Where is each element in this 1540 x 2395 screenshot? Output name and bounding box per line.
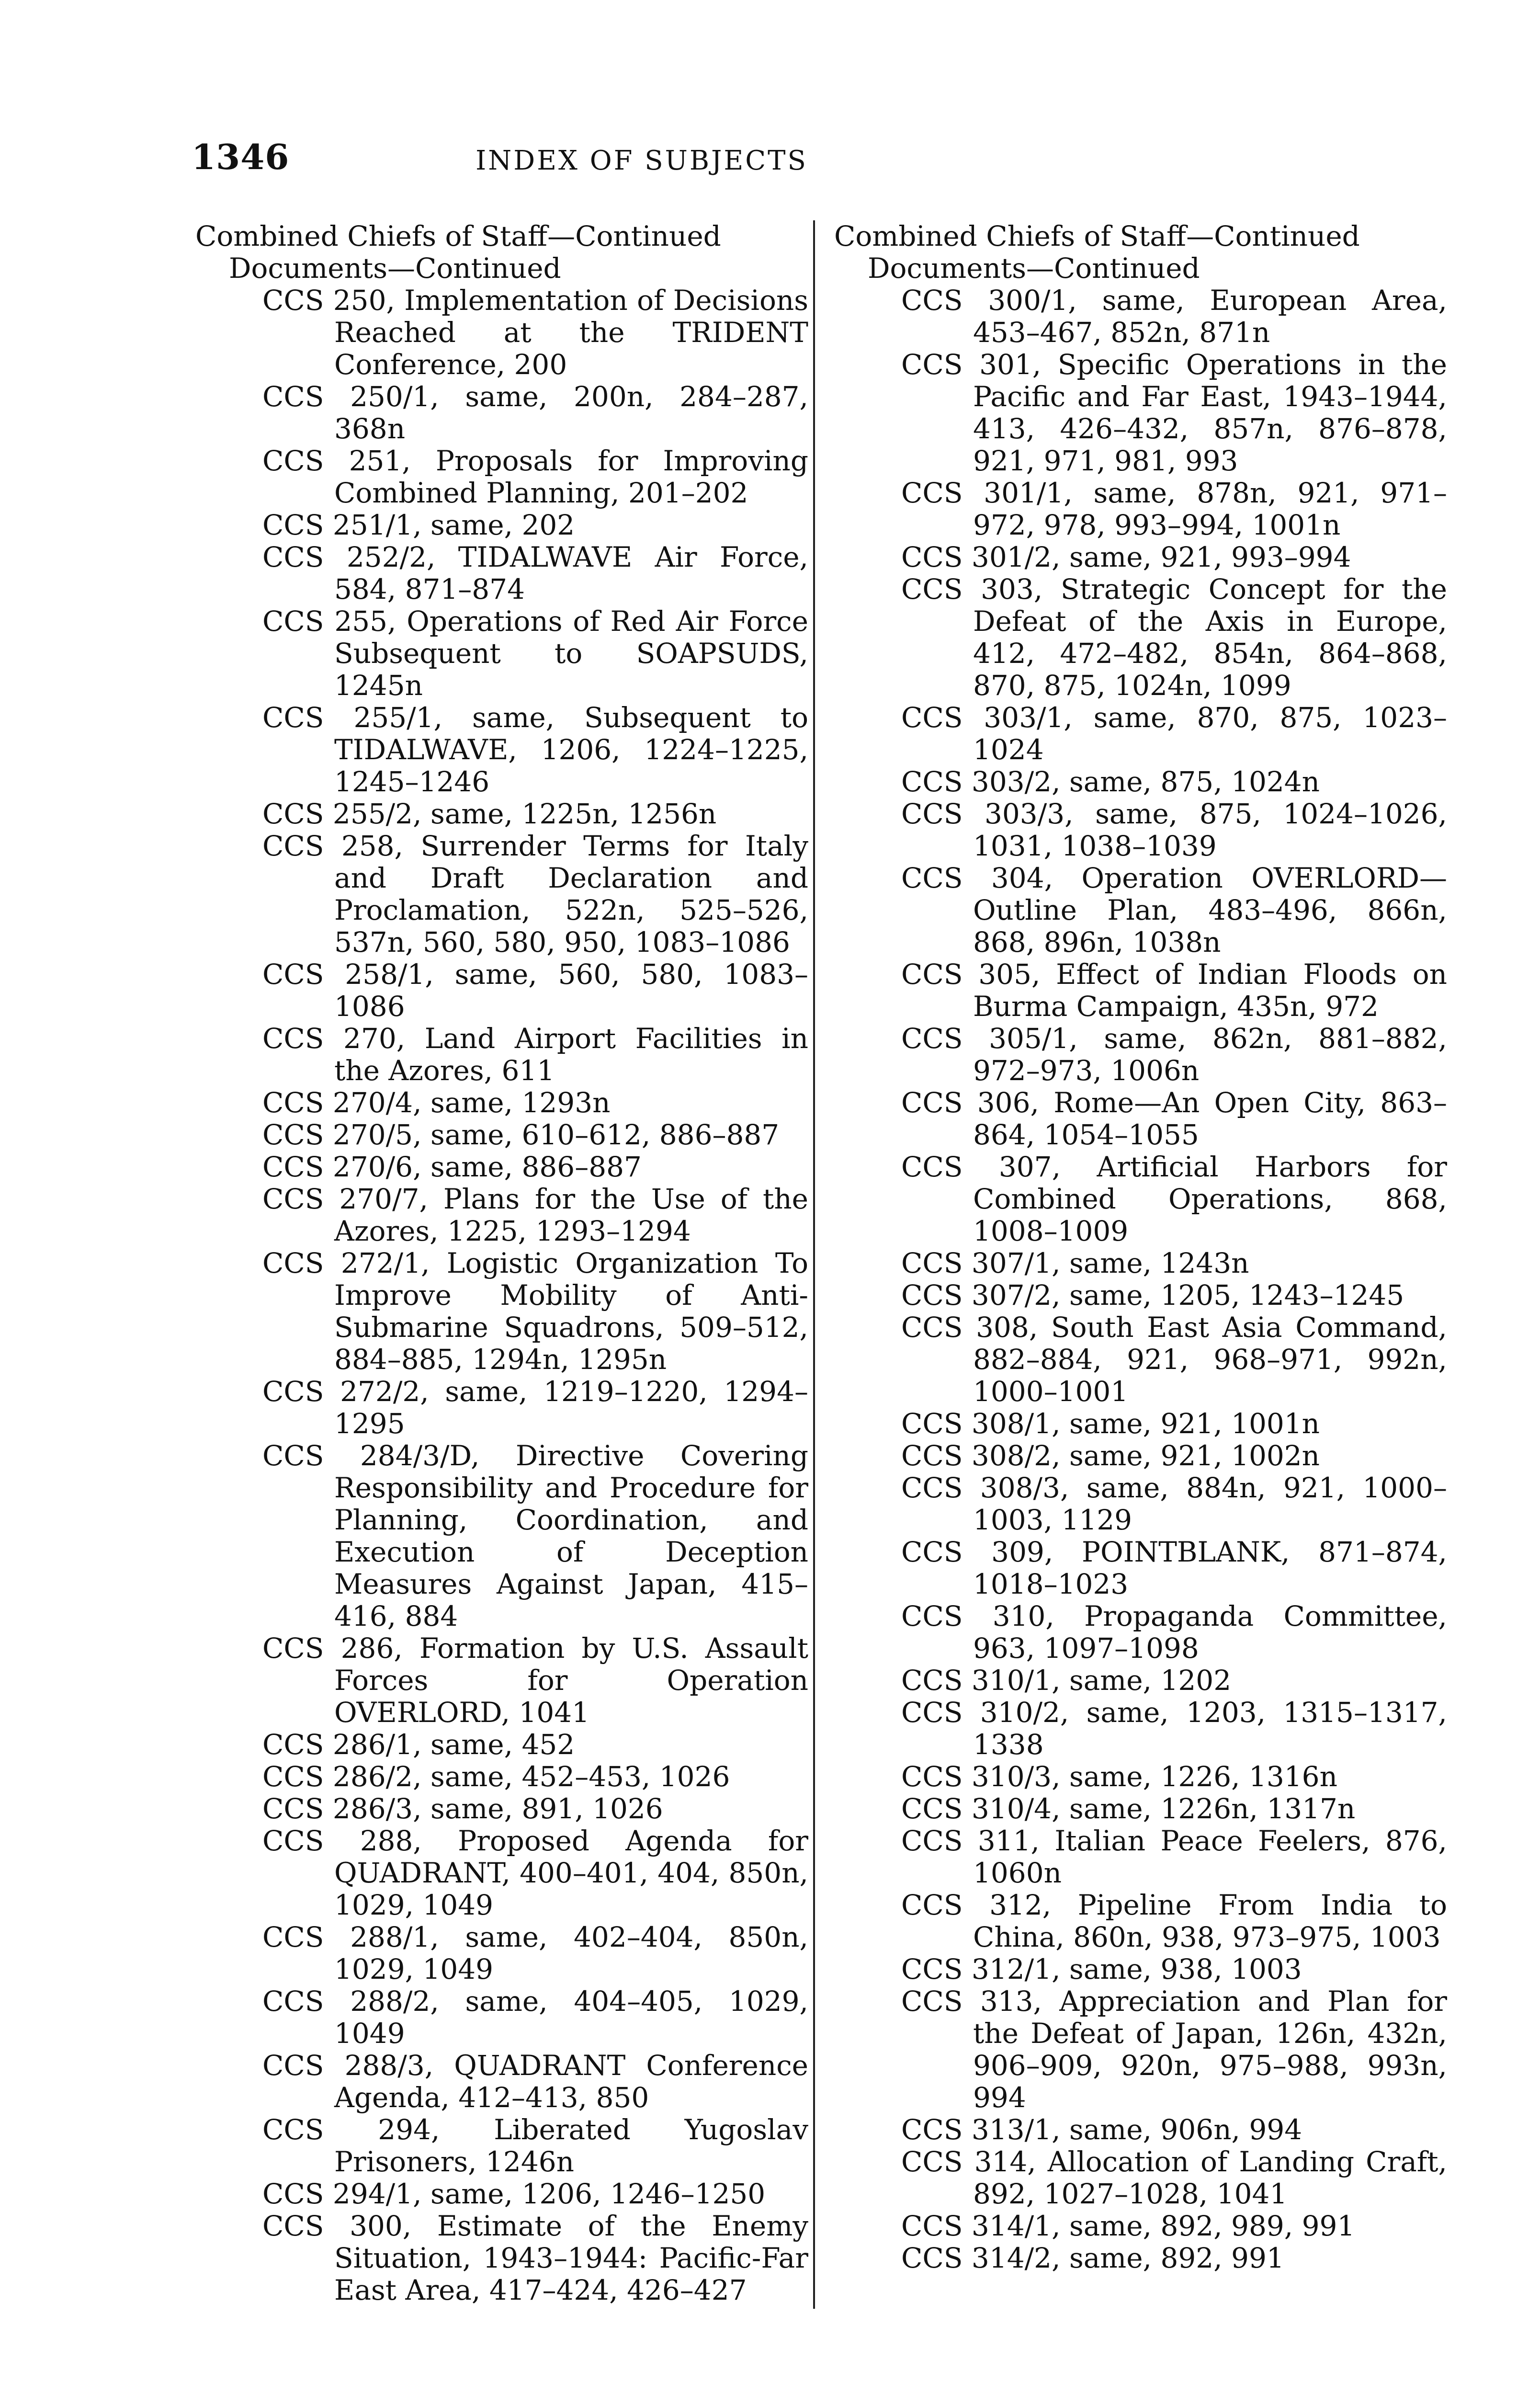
index-entry: CCS 258/1, same, 560, 580, 1083–1086 — [262, 958, 808, 1023]
index-entries — [834, 285, 1447, 2274]
index-entry: CCS 313/1, same, 906n, 994 — [901, 2113, 1302, 2146]
index-entry: CCS 308/2, same, 921, 1002n — [901, 1439, 1320, 1472]
index-entry: CCS 250/1, same, 200n, 284–287, 368n — [262, 380, 808, 445]
index-entry: CCS 310/4, same, 1226n, 1317n — [901, 1792, 1356, 1825]
index-entry: CCS 288/2, same, 404–405, 1029, 1049 — [262, 1985, 808, 2050]
index-entry: CCS 284/3/D, Directive Covering Responsibility and Procedure for Planning, Coordination, and Execution of Deception Measures Against Japan, 415–416, 884 — [262, 1439, 808, 1632]
index-entry: CCS 288/3, QUADRANT Conference Agenda, 412–413, 850 — [262, 2049, 808, 2114]
index-entry: CCS 305, Effect of Indian Floods on Burma Campaign, 435n, 972 — [901, 958, 1447, 1023]
index-entry: CCS 306, Rome—An Open City, 863–864, 1054–1055 — [901, 1086, 1447, 1151]
index-entry: CCS 312, Pipeline From India to China, 860n, 938, 973–975, 1003 — [901, 1889, 1447, 1953]
column-subheading: Documents—Continued — [229, 252, 561, 285]
index-entry: CCS 300, Estimate of the Enemy Situation, 1943–1944: Pacific-Far East Area, 417–424, 426–427 — [262, 2210, 808, 2306]
index-entry: CCS 286/1, same, 452 — [262, 1728, 575, 1761]
index-entry: CCS 250, Implementation of Decisions Reached at the TRIDENT Conference, 200 — [262, 284, 808, 381]
index-entry: CCS 303/2, same, 875, 1024n — [901, 765, 1320, 798]
index-entry: CCS 303/3, same, 875, 1024–1026, 1031, 1038–1039 — [901, 798, 1447, 862]
index-entry: CCS 294, Liberated Yugoslav Prisoners, 1246n — [262, 2113, 808, 2178]
index-entry: CCS 312/1, same, 938, 1003 — [901, 1953, 1302, 1985]
index-entry: CCS 294/1, same, 1206, 1246–1250 — [262, 2178, 766, 2210]
index-entry: CCS 272/2, same, 1219–1220, 1294–1295 — [262, 1375, 808, 1440]
index-entry: CCS 303/1, same, 870, 875, 1023–1024 — [901, 701, 1447, 766]
index-entry: CCS 272/1, Logistic Organization To Improve Mobility of Anti-Submarine Squadrons, 509–512, 884–885, 1294n, 1295n — [262, 1247, 808, 1376]
index-entry: CCS 305/1, same, 862n, 881–882, 972–973, 1006n — [901, 1022, 1447, 1087]
index-entries — [195, 285, 808, 2306]
index-entry: CCS 308, South East Asia Command, 882–884, 921, 968–971, 992n, 1000–1001 — [901, 1311, 1447, 1408]
index-entry: CCS 314/2, same, 892, 991 — [901, 2242, 1284, 2274]
column-heading: Combined Chiefs of Staff—Continued — [834, 220, 1360, 252]
index-entry: CCS 300/1, same, European Area, 453–467, 852n, 871n — [901, 284, 1447, 349]
index-entry: CCS 310, Propaganda Committee, 963, 1097–1098 — [901, 1600, 1447, 1665]
index-entry: CCS 308/1, same, 921, 1001n — [901, 1407, 1320, 1440]
index-entry: CCS 310/3, same, 1226, 1316n — [901, 1760, 1337, 1793]
index-entry: CCS 270/6, same, 886–887 — [262, 1151, 642, 1183]
index-entry: CCS 251/1, same, 202 — [262, 509, 575, 541]
index-entry: CCS 310/1, same, 1202 — [901, 1664, 1232, 1697]
column-subheading: Documents—Continued — [868, 252, 1200, 285]
index-entry: CCS 252/2, TIDALWAVE Air Force, 584, 871–874 — [262, 541, 808, 605]
index-entry: CCS 255/2, same, 1225n, 1256n — [262, 798, 717, 830]
index-entry: CCS 251, Proposals for Improving Combined Planning, 201–202 — [262, 445, 808, 509]
running-head: INDEX OF SUBJECTS — [476, 145, 808, 176]
index-entry: CCS 314/1, same, 892, 989, 991 — [901, 2210, 1355, 2242]
index-entry: CCS 304, Operation OVERLORD—Outline Plan, 483–496, 866n, 868, 896n, 1038n — [901, 862, 1447, 958]
index-entry: CCS 313, Appreciation and Plan for the Defeat of Japan, 126n, 432n, 906–909, 920n, 975–988, 993n, 994 — [901, 1985, 1447, 2114]
index-entry: CCS 288, Proposed Agenda for QUADRANT, 400–401, 404, 850n, 1029, 1049 — [262, 1825, 808, 1921]
index-entry: CCS 301/2, same, 921, 993–994 — [901, 541, 1351, 573]
index-entry: CCS 270/7, Plans for the Use of the Azores, 1225, 1293–1294 — [262, 1183, 808, 1247]
index-entry: CCS 307/1, same, 1243n — [901, 1247, 1249, 1279]
index-entry: CCS 307/2, same, 1205, 1243–1245 — [901, 1279, 1404, 1312]
index-entry: CCS 286/3, same, 891, 1026 — [262, 1792, 663, 1825]
index-entry: CCS 301/1, same, 878n, 921, 971–972, 978, 993–994, 1001n — [901, 477, 1447, 541]
index-entry: CCS 255, Operations of Red Air Force Subsequent to SOAPSUDS, 1245n — [262, 605, 808, 702]
index-entry: CCS 310/2, same, 1203, 1315–1317, 1338 — [901, 1696, 1447, 1761]
index-column-right — [834, 220, 1447, 2274]
column-heading: Combined Chiefs of Staff—Continued — [195, 220, 721, 252]
index-entry: CCS 286/2, same, 452–453, 1026 — [262, 1760, 730, 1793]
index-entry: CCS 255/1, same, Subsequent to TIDALWAVE, 1206, 1224–1225, 1245–1246 — [262, 701, 808, 798]
index-entry: CCS 270/5, same, 610–612, 886–887 — [262, 1118, 780, 1151]
index-entry: CCS 286, Formation by U.S. Assault Forces for Operation OVERLORD, 1041 — [262, 1632, 808, 1729]
index-entry: CCS 309, POINTBLANK, 871–874, 1018–1023 — [901, 1536, 1447, 1600]
index-column-left — [195, 220, 808, 2306]
index-entry: CCS 301, Specific Operations in the Pacific and Far East, 1943–1944, 413, 426–432, 857n, 876–878, 921, 971, 981, 993 — [901, 348, 1447, 477]
index-entry: CCS 270/4, same, 1293n — [262, 1086, 611, 1119]
page-header — [192, 137, 1092, 184]
index-entry: CCS 288/1, same, 402–404, 850n, 1029, 1049 — [262, 1921, 808, 1985]
page-number: 1346 — [192, 137, 290, 177]
index-entry: CCS 307, Artificial Harbors for Combined Operations, 868, 1008–1009 — [901, 1151, 1447, 1247]
index-entry: CCS 311, Italian Peace Feelers, 876, 1060n — [901, 1825, 1447, 1889]
index-entry: CCS 308/3, same, 884n, 921, 1000–1003, 1129 — [901, 1471, 1447, 1536]
index-entry: CCS 314, Allocation of Landing Craft, 892, 1027–1028, 1041 — [901, 2145, 1447, 2210]
index-entry: CCS 258, Surrender Terms for Italy and Draft Declaration and Proclamation, 522n, 525–526, 537n, 560, 580, 950, 1083–1086 — [262, 830, 808, 958]
index-entry: CCS 270, Land Airport Facilities in the Azores, 611 — [262, 1022, 808, 1087]
column-divider — [813, 220, 815, 2309]
index-entry: CCS 303, Strategic Concept for the Defeat of the Axis in Europe, 412, 472–482, 854n, 864–868, 870, 875, 1024n, 1099 — [901, 573, 1447, 702]
